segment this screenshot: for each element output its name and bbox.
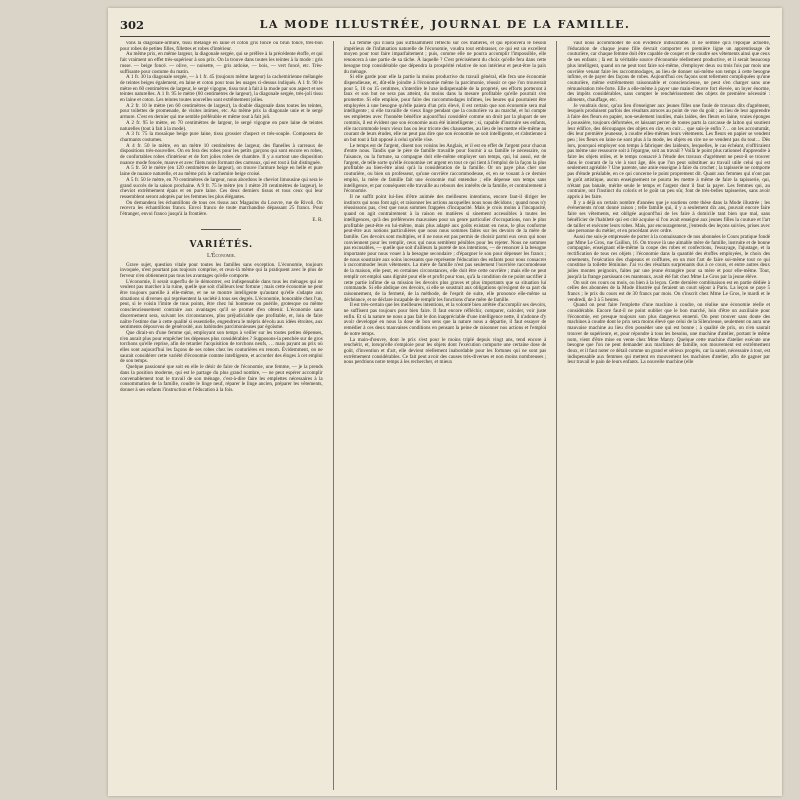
paragraph: A 3 fr. 75 la mosaïque beige pure laine, tissu grossier d'aspect et très-souple. Composera de charmants costumes. (120, 131, 323, 143)
paragraph: A 5 fr. 50 le mètre, en 70 centimètres de largeur, nous abordons le cheviot limousine qui sera le grand succès de la saison prochaine. A 9 fr. 75 le mètre (en 1 mètre 20 centimètres de largeur), le cheviot extrêmement épais et en pure laine. Ces deux derniers tissus et tous ceux qui leur ressemblent seront adoptés par les femmes les plus élégantes. (120, 176, 323, 200)
paragraph: vons la diagonale-armure, tissu mélangé en laine et coton gris foncé ou brun foncé, très-bon pour robes de petites filles, fillettes et robes d'intérieur. (120, 41, 323, 52)
paragraph: La main-d'œuvre, dont le prix s'est pour le moins triplé depuis vingt ans, tend encore à renchérir, et, lorsqu'elle s'emploie pour les objets dont l'exécution comporte une certaine dose de goût, d'invention et d'art, elle devient réellement inabordable pour les fortunes qui ne sont pas extrêmement considérables. Ce fait peut avoir des causes très-diverses et non moins nombreuses ; nous perdrions notre temps à les rechercher, et mieux (343, 336, 547, 366)
column-1-top-paragraphs (120, 41, 323, 218)
paragraph: A 5 fr. 50 le mètre (en 120 centimètres de largeur), on trouve l'armure beige en belle et pure laine de nuance naturelle, et au même prix le cachemire beige croisé. (120, 165, 323, 178)
paragraph: Si elle garde pour elle la partie la moins productive du travail général, elle fera une économie dispendieuse, et, dût-elle joindre à l'économie même la parcimonie, réussir ce que l'on trouverait pour 5, 10 ou 15 centimes, s'interdire le luxe indispensable de la propreté, ses efforts porteront à faux et son but ne sera pas atteint, du moins dans la mesure profitable qu'elle pourrait s'en promettre. Si elle emploie, pour faire des raccommodages infimes, les heures qui pourraient être employées à une besogne qu'elle paiera d'un prix élevé, il est certain que son économie sera mal intelligente ; si elle travaille de vieux linge pendant que la couturière va au marché, et lui compte ses emplettes avec l'honnête bénéfice aujourd'hui considéré comme un droit par la plupart de ses commis, il est évident que son économie aura été inintelligente ; si, capable d'instruire ses enfants, elle raccommode leurs vieux bas ou leur tricote des chaussettes, au lieu de les mettre elle-même au courant de leurs études, elle ne peut pas dire que son économie ne soit intelligente, et s'abstienne à un but tout à fait opposé à celui qu'elle vise. (343, 74, 547, 143)
page-number: 302 (120, 18, 145, 32)
column-1 (120, 41, 323, 790)
magazine-page (108, 8, 782, 796)
section-divider (201, 229, 241, 230)
paragraph: Le temps est de l'argent, disent nos voisins les Anglais, et il est en effet de l'argent pour chacun d'entre nous. Tandis que le père de famille travaille pour fournir à sa famille le nécessaire, ou l'aisance, ou la fortune, sa compagne doit elle-même employer son temps, qui, lui aussi, est de l'argent, de telle sorte qu'elle économise cet argent en tout ce qui tient à l'emploi de la façon la plus profitable au bien-être ainsi qu'à la considération de la famille. Or on paye plus cher une couturière, ou bien un professeur, qu'une ouvrière raccommodeuse, et, en se vouant à ce dernier emploi, la mère de famille fait une économie mal entendue ; elle dépense son temps sans intelligence, et par conséquent elle travaille au rebours des intérêts de la famille, et contrairement à l'économie. (343, 142, 547, 195)
column-3 (567, 41, 770, 790)
paragraph: Quelque passionné que soit en elle le désir de faire de l'économie, une femme, — je la prends dans la position moderne, qui est le partage du plus grand nombre, — ne peut espérer accomplir convenablement tout le travail de son ménage, c'est-à-dire faire les emplettes nécessaires à la consommation de la famille, coudre le linge neuf, réparer le linge ancien, préparer les vêtements, donner à ses enfants l'instruction et l'éducation à la fois. (120, 364, 323, 393)
page-header (108, 18, 782, 34)
paragraph: Il y a déjà un certain nombre d'années que je soutiens cette thèse dans la Mode illustrée ; les événements m'ont donné raison ; telle famille qui, il y a seulement dix ans, pouvait encore faire faire ses vêtements, est obligée aujourd'hui de les faire à domicile tant bien que mal, sans bénéficier de l'habileté qui est cité acquise si l'on avait enseigné aux jeunes filles la couture et l'art de tailler et exécuter leurs robes. Mais, par encouragement, j'entends des leçons suivies, prises avec une personne du métier, et en procédant avec ordre. (567, 199, 771, 235)
paragraph: A 2 fr. 10 le mètre (en 60 centimètres de largeur), la double diagonale dans toutes les teintes, pour toilettes de promenade, de visites intimes, etc. Au même prix la diagonale unie et le sergé armure. C'est en dernier qui me semble préférable et même tout à fait joli. (120, 102, 323, 121)
article-signature: E. R. (312, 216, 323, 223)
paragraph: L'économie, il serait superflu de le démontrer, est indispensable dans tous les ménages qui ne veulent pas marcher à la ruine, quelle que soit d'ailleurs leur fortune ; mais cette économie ne peut être toujours pareille à elle-même, et ne se montre intelligente qu'autant qu'elle s'adapte aux situations si diverses qui représentent la société à tous ses degrés. L'économie, honorable chez l'un, peut, si le voisin l'imite de tous points, être chez lui honteuse ou puérile, grotesque ou même consciencieusement contraire aux avantages qu'il se promet d'en obtenir. L'économie sans discernement sera, suivant les circonstances, plus préjudiciable que profitable, et, loin de faire naître l'estime due à cette qualité si essentielle, engendrera le mépris dévolu aux idées étroites, aux sentiments dépourvus de générosité, aux habitudes parcimonieuses par égoïsme. (120, 278, 323, 331)
paragraph: Grave sujet, question vitale pour toutes les familles sans exception. L'économie, toujours invoquée, n'est pourtant pas toujours comprise, et ceux-là même qui la pratiquent avec le plus de ferveur n'en obtiennent pas tous les avantages qu'elle comporte. (120, 261, 323, 279)
column-3-paragraphs (567, 41, 770, 366)
column-separator (333, 41, 334, 790)
paragraph: vaut nous accommoder de son évidence indiscutable. Il ne semble qu'à l'époque actuelle, l'éducation de chaque jeune fille devrait comporter en première ligne un apprentissage de couturière, car chaque femme doit être capable de couper et de coudre ses vêtements ainsi que ceux de ses enfants ; là est la véritable source d'économie réellement productive, et il serait beaucoup plus intelligent, quand on ne peut tout faire soi-même, d'employer deux ou trois fois par mois une ouvrière venant faire les raccommodages, au lieu de donner soi-même son temps à cette besogne infime, et de payer des façons de robes. Aujourd'hui ces façons sont tellement compliquées qu'une couturière, même extrêmement raisonnable et consciencieuse, ne peut s'en charger sans une rémunération très-forte. Elle a elle-même à payer une main-d'œuvre fort élevée, un loyer énorme, des impôts considérables, sans compter le renchérissement des objets de première nécessité : aliments, chauffage, etc. (567, 41, 771, 104)
paragraph: Il est très-certain que les meilleures intentions, et la volonté bien arrêtée d'accomplir ses devoirs, ne suffisent pas toujours pour bien faire. Il faut encore réfléchir, comparer, calculer, voir juste enfin. Et si la nature ne nous a pas fait le don inappréciable d'une intelligence nette, il n'adonne d'y avoir developpé en nous la dose de bon sens que la nature nous a départie, il faut essayer de remédier à ces deux mauvaises conditions en pensant la peine de raisonner nos actions et l'emploi de notre temps. (343, 302, 547, 337)
paragraph: Je voudrais donc, qu'au lieu d'enseigner aux jeunes filles une foule de travaux dits d'agrément, lesquels produisent parfois des résultats atroces au point de vue du goût ; au lieu de leur apprendre à faire des fleurs en papier, non-seulement inutiles, mais laides, des fleurs en laine, vraies éponges à poussière, toujours déformées, et laissant percer de toutes parts la carcasse de laiton qui soutient leur édifice, des découpages des objets en cire, en cuir… que sais-je enfin ?… on les accoutumât, dès leur première jeunesse, à coudre elles-mêmes leurs vêtements. Les fleurs en papier se vendent peu ; les fleurs en laine ne sont plus à la mode, les objets en cire ne se vendent pas du tout… Dès lors, pourquoi employer son temps à fabriquer des laideurs, lesquelles, le cas échéant, n'offriraient pas même une ressource soit à l'épargne, soit au travail ? Voilà le point plus rationnel d'apprendre à faire les objets utiles, et le temps consacré à l'étude des travaux d'agrément ne peut-il se trouver dans le courant de la vie à tout âge, dès que l'on peut substituer au travail utile celui qui est seulement agréable ? Une parente, une amie enseigne à faire du crochet ; la tapisserie ne comporte pas d'étude préalable, en ce qui concerne le point proprement dit. Quant aux femmes qui n'ont pas le goût artistique, aucun enseignement ne pourra les mettre à même de faire la tapisserie, qui, n'étant pas banale, mérite seule le temps et l'argent dont il faut la payer. Les femmes qui, au contraire, ont l'instinct du coloris et le goût un peu sûr, font de très-belles tapisseries, sans avoir appris à les faire. (567, 102, 771, 200)
paragraph: Que dirait-on d'une femme qui, employant son temps à veiller sur les toutes petites dépenses, n'en aurait plus pour empêcher les dépenses plus considérables ? Supposons-la penchée sur de gros torchons qu'elle reprise, afin de retarder l'acquisition de torchons neufs, … mais payant au prix où elles sont aujourd'hui les façons de ses robes chez les couturières en renom. Évidemment, on ne saurait considérer cette variété d'économie comme intelligente, et accorder des éloges à cet emploi de son temps. (120, 329, 323, 365)
column-separator (556, 41, 557, 790)
column-1-bottom-paragraphs (120, 263, 323, 394)
paragraph: Quand on peut faire l'emplette d'une machine à coudre, on réalise une économie réelle et considérable. Encore faut-il ne point oublier que le bon marché, loin d'être un auxiliaire pour l'économie, est presque toujours son plus dangereux ennemi. On peut trouver sans doute des machines à coudre dont le prix sera moins élevé que celui de la Silencieuse, seulement on aura une mauvaise machine au lieu d'en posséder une qui est bonne ; à qualité de prix, on n'en saurait trouver de supérieure, et, pour répondre à tous les besoins, une machine d'atelier, portant le même nom, vient d'être mise en vente chez Mme Manry. Quelque cette machine d'atelier exécute une besogne que l'on ne peut demander aux machines de famille, son mouvement est extrêmement doux, et il faut noter ce détail comme un grand et sérieux progrès, car la santé, nécessaire à tout, est indispensable aux femmes qui mettent en mouvement les machines d'atelier, afin de gagner par leur travail le pain de leurs enfants. La nouvelle machine (elle (567, 302, 771, 366)
column-2 (344, 41, 547, 790)
paragraph: A 2 fr. 95 le mètre, en 70 centimètres de largeur, le sergé vigogne en pure laine de teintes naturelles (tout à fait à la mode). (120, 119, 323, 132)
paragraph: On demandera les échantillons de tous ces tissus aux Magasins du Louvre, rue de Rivoli. On recevra les échantillons francs. Envoi franco de toute marchandise dépassant 25 francs. Pour l'étranger, envoi franco jusqu'à la frontière. (120, 199, 323, 218)
text-columns (120, 41, 770, 790)
paragraph: A 4 fr. 50 le mètre, en un mètre 10 centimètres de largeur, des flanelles à carreaux de dispositions très-nouvelles. On en fera des robes pour les petits garçons qui sont encore en robes, de confortables robes d'intérieur et de fort jolies robes de chambre. Il y a surtout une disposition nuance mode foncée, mauve et avec filets noirs formant des carreaux, qui est tout à fait distinguée. (120, 142, 323, 166)
column-2-paragraphs (344, 41, 547, 366)
section-subtitle: L'Économie. (207, 252, 236, 259)
paragraph: La femme qui n'aura pas suffisamment réfléchi sur ces matières, et qui éprouvera le besoin impérieux de l'infatuation naturelle de l'économie, voudra tout embrasser, ce qui est un excellent moyen pour tout faire imparfaitement ; puis, comme elle ne pourra accomplir l'impossible, elle renoncera à une partie de sa tâche. À laquelle ? C'est précisément du choix qu'elle fera dans cette besogne trop considérable que dépendra la prospérité relative de son intérieur et peut-être la paix du ménage. (343, 41, 547, 75)
paragraph: Il ne suffit point lui-lieu d'être animée des meilleures intentions, encore faut-il diriger les instincts qui nous font agir, et raisonner les actions auxquelles nous nous décidons ; quand nous n'y réussissons pas, c'est que nous sommes frappées d'incapacité. Mais je crois moins à l'incapacité, quand on agit contrairement à la raison en matières si sinement accessibles à toutes les intelligences, qu'à des préférences mauvaises pour un genre particulier d'occupations, non le plus profitable peut-être en lui-même, mais plus adapté aux goûts existant en nous, le plus conforme peut-être aux notions particulières que nous nous sommes faites sur les devoirs de la mère de famille. Ces devoirs sont multiples, et il ne nous est pas permis de choisir parmi eux ceux qui nous conviennent pour les remplir, ceux qui nous semblent pénibles pour les rejeter. Nous ne sommes pas excusables, — quelle que soit d'ailleurs la pureté de nos intentions, — de renoncer à la besogne importante pour nous vouer à la besogne secondaire ; d'épargner le sou pour dépenser les francs ; de nous soustraire aux soins incessants que représente l'éducation des enfants pour nous consacrer à raccommoder leurs vêtements. La mère de famille n'est pas seulement l'ouvrière raccomodeuse de la maison, elle peut, en certaines circonstances, elle doit être cette ouvrière ; mais elle ne peut remplir cet emploi sans dignité pour elle et profit pour tous, qu'à la condition de ne point sacrifier à cette partie infime de sa mission les devoirs plus graves et plus importants que sa situation lui commande. Si elle abdique ces devoirs, si elle se soustrait aux obligations qu'exigent de sa part du raisonnement, de la fermeté, de la méthode, de l'esprit de suite, elle prononce elle-même sa déchéance, et se déclare incapable de remplir les fonctions d'une mère de famille. (343, 193, 547, 303)
paragraph: A 1 fr. 30 la diagonale sergée, — à 1 fr. 45 (toujours même largeur) la cachemirienne mélangée de teintes beiges également, en laine et coton pour tous les usages ci-dessus indiqués. A 1 fr. 90 le mètre en 60 centimètres de largeur, le sergé vigogne, tissu tout à fait à la mode par son aspect et ses teintes naturelles. A 1 fr. 95 le mètre (60 centimètres de largeur), la diagonale sergée, très-joli tissu en laine et coton. Les teintes toutes nouvelles sont extrêmement jolies. (120, 74, 323, 104)
journal-title: LA MODE ILLUSTRÉE, JOURNAL DE LA FAMILLE. (259, 18, 631, 31)
paragraph: On suit ces cours ou mois, ou bien à la leçon. Cette dernière combinaison est en partie dédiée à celles des abonnées de la Mode illustrée qui feraient un court séjour à Paris. La leçon se paye 5 francs ; le prix du cours est de 30 francs par mois. On s'inscrit chez Mme Le Gros, le mardi et le vendredi, de 3 à 5 heures. (567, 279, 771, 303)
paragraph: Aussi me suis-je empressée de porter à la connaissance de nos abonnées le Cours pratique fondé par Mme Le Gros, rue Gaillon, 16. On trouve là une aimable mère de famille, instruite et de bonne compagnie, enseignant elle-même la coupe des robes et confections, l'essayage, l'ajustage, et la rectification de tous ces objets ; l'économie dans la quantité des étoffes employées, le choix des ornements, l'exécution des chapeaux et coiffures, en un mot l'art de faire soi-même tout ce qui constitue la toilette féminine. J'ai vu des résultats surprenants dus à ce cours, et entre autres deux jolies montes peignoirs, faites par une jeune étrangère pour sa mère et pour elle-même. Tout, jusqu'à la frange parsissant ces manteaux, avait été fait chez Mme Le Gros par la jeune élève. (567, 233, 771, 280)
header-rule (120, 36, 770, 37)
paragraph: Au même prix, en même largeur, la diagonale sergée, qui se préfère à la précédente étoffe, et qui fait vraiment un effet très-supérieur à son prix. On la trouve dans toutes les teintes à la mode : gris russe. — beige foncé. — olive, — noisette, — gris ardoise, — bois, — vert foncé, etc. Très-suffisante pour costume du matin. (120, 51, 323, 75)
section-title: VARIÉTÉS. (189, 239, 254, 250)
